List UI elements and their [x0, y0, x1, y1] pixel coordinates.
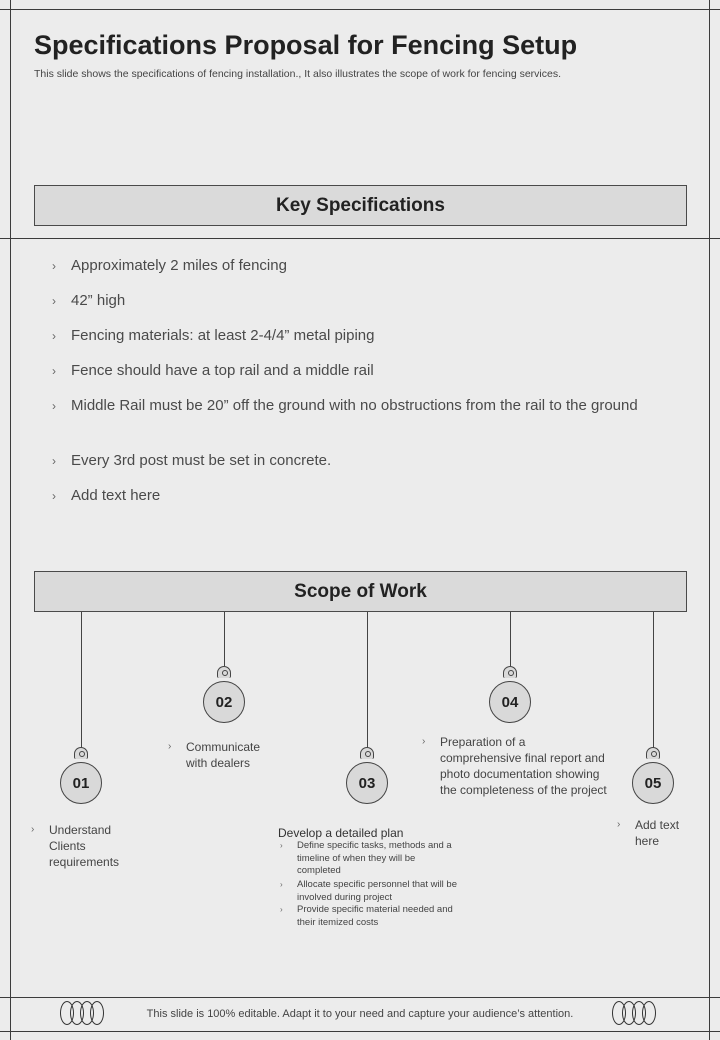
- step-node-04: [489, 681, 531, 723]
- rings-icon: [612, 1001, 652, 1025]
- plan-item-text: Define specific tasks, methods and a timeline of when they will be completed: [297, 840, 452, 876]
- spec-item: [52, 451, 642, 471]
- hang-line-03: [367, 612, 368, 748]
- step-number: 04: [501, 693, 519, 711]
- frame-left-line: [10, 0, 11, 1040]
- step-number: 05: [644, 774, 662, 792]
- spec-item: [52, 256, 642, 276]
- scope-heading: Scope of Work: [294, 580, 427, 602]
- frame-footer-line-top: [0, 997, 720, 998]
- chevron-right-icon: ›: [31, 824, 35, 835]
- spec-text: Every 3rd post must be set in concrete.: [71, 452, 332, 469]
- key-specs-heading-box: [34, 185, 687, 226]
- step-description: Preparation of a comprehensive final report and photo documentation showing the completeness of the project: [440, 735, 607, 797]
- hanger-cap-icon: [217, 666, 231, 678]
- step-node-02: [203, 681, 245, 723]
- key-specs-heading: Key Specifications: [276, 194, 445, 216]
- spec-item: [52, 291, 642, 311]
- plan-item-text: Provide specific material needed and their itemized costs: [297, 904, 453, 928]
- chevron-right-icon: ›: [280, 841, 283, 850]
- footer-note: This slide is 100% editable. Adapt it to your need and capture your audience’s attention.: [146, 1008, 574, 1020]
- chevron-right-icon: ›: [168, 741, 172, 752]
- chevron-right-icon: ›: [52, 454, 56, 468]
- plan-item: [280, 879, 460, 904]
- step-number: 03: [358, 774, 376, 792]
- step-description: Understand Clients requirements: [49, 823, 120, 869]
- spec-text: Add text here: [71, 487, 161, 504]
- chevron-right-icon: ›: [280, 880, 283, 889]
- spec-text: Fencing materials: at least 2-4/4” metal piping: [71, 327, 375, 344]
- step-text-04: [422, 734, 607, 798]
- chevron-right-icon: ›: [280, 905, 283, 914]
- step-node-01: [60, 762, 102, 804]
- chevron-right-icon: ›: [52, 294, 56, 308]
- chevron-right-icon: ›: [617, 819, 621, 830]
- frame-right-line: [709, 0, 710, 1040]
- chevron-right-icon: ›: [52, 329, 56, 343]
- hanger-cap-icon: [646, 747, 660, 759]
- spec-text: Fence should have a top rail and a middle rail: [71, 362, 374, 379]
- step-text-01: [31, 822, 141, 870]
- hang-line-02: [224, 612, 225, 666]
- hang-line-05: [653, 612, 654, 748]
- chevron-right-icon: ›: [52, 489, 56, 503]
- step-text-02: [168, 739, 283, 771]
- page-subtitle: This slide shows the specifications of fencing installation., It also illustrates the scope of work for fencing services.: [34, 68, 561, 80]
- plan-item-text: Allocate specific personnel that will be involved during project: [297, 879, 458, 903]
- scope-heading-box: [34, 571, 687, 612]
- plan-item: [280, 840, 460, 878]
- spec-item: [52, 396, 642, 416]
- frame-footer-line-bottom: [0, 1031, 720, 1032]
- hang-line-01: [81, 612, 82, 748]
- spec-item: [52, 361, 642, 381]
- step-description: Communicate with dealers: [186, 740, 261, 770]
- frame-top-line: [0, 9, 720, 10]
- plan-title: Develop a detailed plan: [278, 826, 404, 840]
- spec-text: Middle Rail must be 20” off the ground with no obstructions from the rail to the ground: [71, 397, 638, 414]
- step-node-05: [632, 762, 674, 804]
- chevron-right-icon: ›: [52, 364, 56, 378]
- frame-divider-line: [0, 238, 720, 239]
- spec-text: 42” high: [71, 292, 126, 309]
- chevron-right-icon: ›: [422, 736, 426, 747]
- hanger-cap-icon: [360, 747, 374, 759]
- chevron-right-icon: ›: [52, 259, 56, 273]
- spec-text: Approximately 2 miles of fencing: [71, 257, 287, 274]
- hang-line-04: [510, 612, 511, 666]
- step-number: 01: [72, 774, 90, 792]
- page-title: Specifications Proposal for Fencing Setup: [34, 30, 578, 60]
- step-node-03: [346, 762, 388, 804]
- hanger-cap-icon: [74, 747, 88, 759]
- spec-item: [52, 326, 642, 346]
- plan-item: [280, 904, 460, 929]
- spec-item: [52, 486, 642, 506]
- step-number: 02: [215, 693, 233, 711]
- step-text-05: [617, 817, 697, 849]
- chevron-right-icon: ›: [52, 399, 56, 413]
- step-description: Add text here: [635, 818, 680, 848]
- hanger-cap-icon: [503, 666, 517, 678]
